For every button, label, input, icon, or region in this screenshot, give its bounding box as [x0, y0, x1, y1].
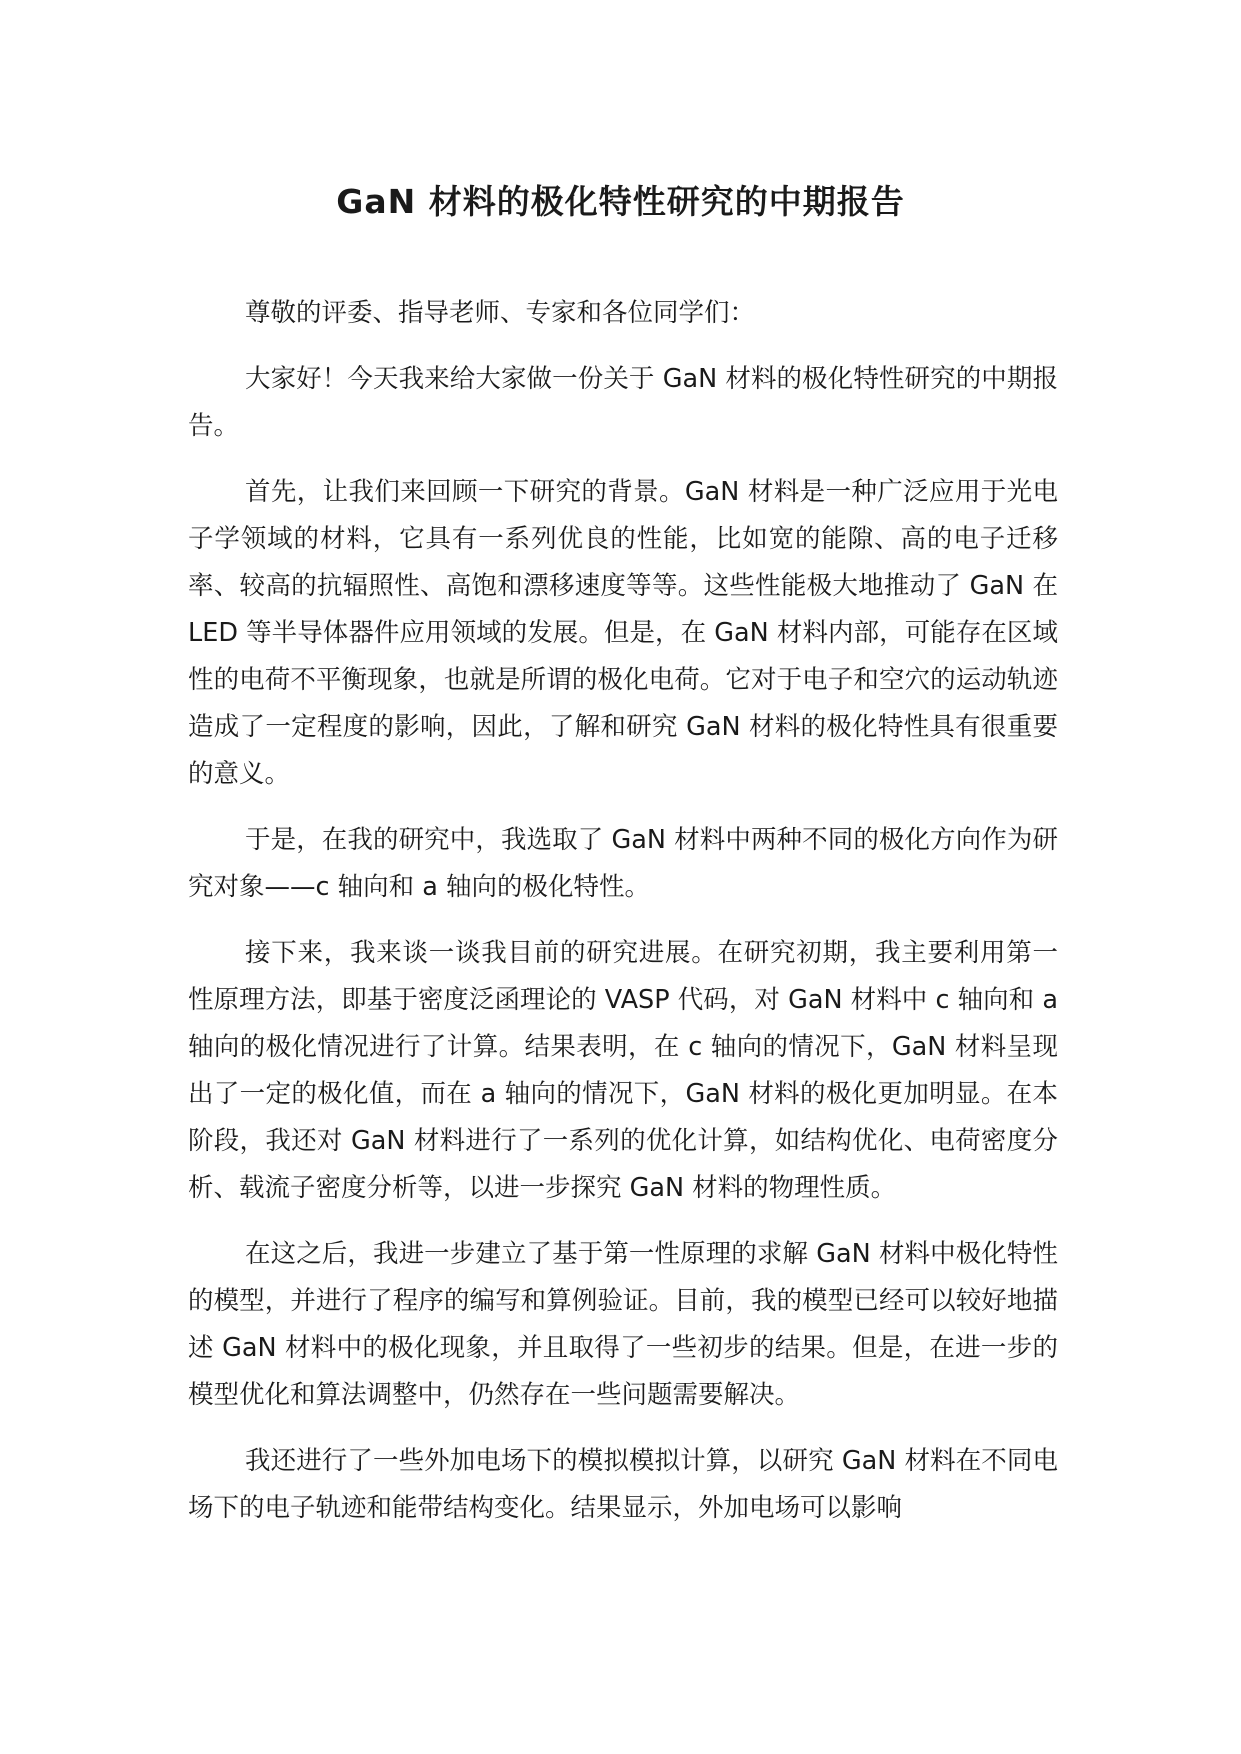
greeting-paragraph: 大家好！今天我来给大家做一份关于 GaN 材料的极化特性研究的中期报告。: [188, 364, 1058, 441]
electric-field-paragraph: 我还进行了一些外加电场下的模拟模拟计算，以研究 GaN 材料在不同电场下的电子轨迹和能带结构变化。结果显示，外加电场可以影响: [188, 1446, 1058, 1523]
progress-paragraph: 接下来，我来谈一谈我目前的研究进展。在研究初期，我主要利用第一性原理方法，即基于密度泛函理论的 VASP 代码，对 GaN 材料中 c 轴向和 a 轴向的极化情况进行了计算。结果表明，在 c 轴向的情况下，GaN 材料呈现出了一定的极化值，而在 a 轴向的情况下，GaN 材料的极化更加明显。在本阶段，我还对 GaN 材料进行了一系列的优化计算，如结构优化、电荷密度分析、载流子密度分析等，以进一步探究 GaN 材料的物理性质。: [188, 938, 1058, 1203]
document-title: GaN 材料的极化特性研究的中期报告: [336, 182, 905, 221]
model-paragraph: 在这之后，我进一步建立了基于第一性原理的求解 GaN 材料中极化特性的模型，并进行了程序的编写和算例验证。目前，我的模型已经可以较好地描述 GaN 材料中的极化现象，并且取得了一些初步的结果。但是，在进一步的模型优化和算法调整中，仍然存在一些问题需要解决。: [188, 1239, 1058, 1410]
research-object-paragraph: 于是，在我的研究中，我选取了 GaN 材料中两种不同的极化方向作为研究对象——c 轴向和 a 轴向的极化特性。: [188, 825, 1058, 902]
document-body: [188, 290, 1058, 1551]
salutation-paragraph: 尊敬的评委、指导老师、专家和各位同学们：: [245, 298, 756, 328]
background-paragraph: 首先，让我们来回顾一下研究的背景。GaN 材料是一种广泛应用于光电子学领域的材料，它具有一系列优良的性能，比如宽的能隙、高的电子迁移率、较高的抗辐照性、高饱和漂移速度等等。这些性能极大地推动了 GaN 在 LED 等半导体器件应用领域的发展。但是，在 GaN 材料内部，可能存在区域性的电荷不平衡现象，也就是所谓的极化电荷。它对于电子和空穴的运动轨迹造成了一定程度的影响，因此，了解和研究 GaN 材料的极化特性具有很重要的意义。: [188, 477, 1058, 789]
